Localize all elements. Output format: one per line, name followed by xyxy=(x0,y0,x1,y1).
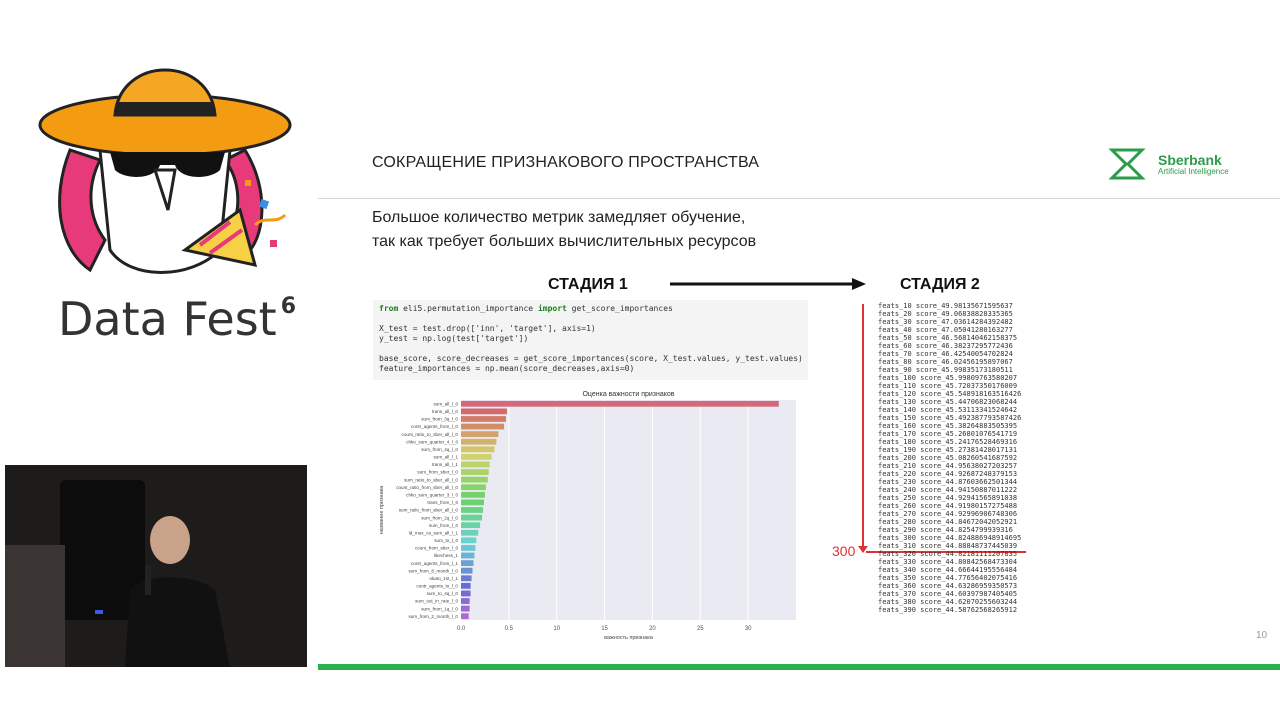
code-keyword-import: import xyxy=(537,304,567,313)
feats-list xyxy=(878,302,1021,614)
chart-y-axis-label: название признака xyxy=(379,485,385,535)
feats-row: feats_80 score_46.02456195897067 xyxy=(878,358,1013,366)
logo-confetti-2 xyxy=(270,240,277,247)
feats-row: feats_270 score_44.92996906748306 xyxy=(878,510,1018,518)
chart-bar xyxy=(461,477,488,483)
brand-edition: 6 xyxy=(280,294,297,319)
feats-row: feats_100 score_45.99809763580207 xyxy=(878,374,1018,382)
chart-bar xyxy=(461,469,489,475)
chart-x-tick-label: 10 xyxy=(553,626,561,632)
subtitle-line-2: так как требует больших вычислительных ресурсов xyxy=(372,233,757,250)
feats-row: feats_290 score_44.8254799939316 xyxy=(878,526,1013,534)
chart-bar xyxy=(461,537,476,543)
feats-row: feats_150 score_45.492387793587426 xyxy=(878,414,1022,422)
chart-bar xyxy=(461,575,472,581)
chart-y-tick-label: sum_ratio_to_sber_all_l_0 xyxy=(404,477,458,483)
feats-row: feats_250 score_44.92941565891038 xyxy=(878,494,1018,502)
stage-arrow-icon xyxy=(668,276,868,292)
feats-row: feats_180 score_45.24176528469316 xyxy=(878,438,1018,446)
slide-footer-bar xyxy=(318,664,1280,670)
chart-bar xyxy=(461,568,472,574)
chart-y-tick-label: count_ratio_to_sber_all_l_0 xyxy=(401,431,458,437)
chart-y-tick-label: contr_agents_from_l_0 xyxy=(411,424,458,430)
feats-row: feats_210 score_44.95638027203257 xyxy=(878,462,1018,470)
feats-row: feats_140 score_45.53113341524642 xyxy=(878,406,1018,414)
feats-row: feats_40 score_47.05041280163277 xyxy=(878,326,1013,334)
chart-bar xyxy=(461,431,498,437)
slide-subtitle xyxy=(372,206,756,254)
chart-y-tick-label: sum_from_8_month_l_0 xyxy=(408,568,458,574)
chart-x-tick-label: 30 xyxy=(744,626,752,632)
chart-bar xyxy=(461,408,507,414)
feats-row: feats_390 score_44.58762568265912 xyxy=(878,606,1018,614)
code-line-ytest: y_test = np.log(test['target']) xyxy=(379,334,529,343)
chart-y-tick-label: sum_to_l_0 xyxy=(434,538,458,544)
slide-title: СОКРАЩЕНИЕ ПРИЗНАКОВОГО ПРОСТРАНСТВА xyxy=(372,154,760,171)
chart-bar xyxy=(461,492,485,498)
feats-row: feats_310 score_44.88848737445039 xyxy=(878,542,1018,550)
chart-bar xyxy=(461,462,490,468)
chart-y-tick-label: sum_to_4q_l_0 xyxy=(426,591,458,597)
stage-2-score-list xyxy=(832,300,1058,635)
feats-row: feats_300 score_44.824886948914695 xyxy=(878,534,1022,542)
feats-row: feats_130 score_45.44706823068244 xyxy=(878,398,1018,406)
slide-divider xyxy=(318,198,1280,199)
chart-y-tick-label: chko_sum_quarter_4_l_0 xyxy=(406,439,458,445)
chart-bar xyxy=(461,500,484,506)
code-import-name: get_score_importances xyxy=(566,304,673,313)
feats-row: feats_30 score_47.03614284392482 xyxy=(878,318,1013,326)
feats-row: feats_350 score_44.77656402075416 xyxy=(878,574,1018,582)
sberbank-logo-subtitle: Artificial Intelligence xyxy=(1158,167,1229,176)
feats-row: feats_90 score_45.99835173180511 xyxy=(878,366,1013,374)
chart-bar xyxy=(461,446,495,452)
feats-row: feats_10 score_49.98135671595637 xyxy=(878,302,1013,310)
marker-vertical-line xyxy=(862,304,864,552)
feats-row: feats_60 score_46.38237295772436 xyxy=(878,342,1013,350)
chart-bar xyxy=(461,416,506,422)
chart-bar xyxy=(461,530,478,536)
code-line-import xyxy=(379,304,802,314)
feats-row: feats_330 score_44.80842568473304 xyxy=(878,558,1018,566)
brand-title xyxy=(58,292,296,346)
code-block xyxy=(373,300,808,380)
feats-row: feats_50 score_46.568140462158375 xyxy=(878,334,1018,342)
feats-row: feats_280 score_44.84672042052921 xyxy=(878,518,1018,526)
speaker-led xyxy=(95,610,103,614)
chart-y-tick-label: sum_from_2q_l_0 xyxy=(421,515,458,521)
feats-row: feats_160 score_45.38264883505395 xyxy=(878,422,1018,430)
chart-title: Оценка важности признаков xyxy=(582,391,675,398)
feats-row: feats_320 score_44.82181111207835 xyxy=(878,550,1018,558)
feats-row: feats_70 score_46.42540054702824 xyxy=(878,350,1013,358)
code-module: eli5.permutation_importance xyxy=(398,304,538,313)
chart-bar xyxy=(461,424,504,430)
chart-y-tick-label: trans_from_l_0 xyxy=(427,500,458,506)
code-keyword-from: from xyxy=(379,304,399,313)
chart-y-tick-label: okato_1st_l_1 xyxy=(429,575,458,581)
code-line-base-score: base_score, score_decreases = get_score_importances(score, X_test.values, y_test.values) xyxy=(379,354,803,363)
chart-bar xyxy=(461,507,483,513)
chart-y-tick-label: count_from_sber_l_0 xyxy=(414,545,458,551)
presenter-microphone xyxy=(145,565,151,595)
feats-row: feats_380 score_44.62070255603244 xyxy=(878,598,1018,606)
chart-y-tick-label: sum_from_4q_l_0 xyxy=(421,446,458,452)
chart-x-tick-label: 20 xyxy=(649,626,656,632)
chart-y-tick-label: sum_from_l_0 xyxy=(428,522,458,528)
presenter-body xyxy=(125,577,230,667)
feats-row: feats_220 score_44.92687248379153 xyxy=(878,470,1018,478)
chart-y-tick-label: contr_agents_to_l_0 xyxy=(416,583,458,589)
feats-row: feats_200 score_45.08260541687592 xyxy=(878,454,1018,462)
feats-row: feats_110 score_45.72037350176009 xyxy=(878,382,1018,390)
chart-y-tick-label: sum_from_3q_l_0 xyxy=(421,416,458,422)
chart-y-tick-label: likechess_1 xyxy=(433,553,458,559)
chart-bar xyxy=(461,598,470,604)
chart-x-tick-label: 0.5 xyxy=(504,626,514,632)
code-line-feature-importances: feature_importances = np.mean(score_decreases,axis=0) xyxy=(379,364,635,373)
webcam-video xyxy=(5,465,307,667)
chart-plot-area xyxy=(461,400,796,620)
chart-y-tick-label: sum_all_l_1 xyxy=(433,454,458,460)
chart-x-tick-label: 0.0 xyxy=(456,626,466,632)
chart-bar xyxy=(461,591,471,597)
chart-bar xyxy=(461,606,470,612)
datafest-sombrero-logo xyxy=(30,40,300,300)
stage-2-label: СТАДИЯ 2 xyxy=(900,276,980,293)
chart-y-tick-label: sum_from_1q_l_0 xyxy=(421,606,458,612)
chart-bar xyxy=(461,401,779,407)
chart-bar xyxy=(461,484,486,490)
presenter-head xyxy=(150,516,190,564)
subtitle-line-1: Большое количество метрик замедляет обучение, xyxy=(372,209,746,226)
chart-bar xyxy=(461,545,475,551)
logo-hair xyxy=(60,150,105,270)
feats-row: feats_260 score_44.91980157275488 xyxy=(878,502,1018,510)
feats-row: feats_370 score_44.60397987405405 xyxy=(878,590,1018,598)
chart-y-tick-label: chko_sum_quarter_3_l_0 xyxy=(406,492,458,498)
chart-bar xyxy=(461,560,473,566)
chart-y-tick-label: trans_all_l_0 xyxy=(431,409,458,415)
feats-row: feats_170 score_45.26801076541719 xyxy=(878,430,1018,438)
chart-bar xyxy=(461,613,469,619)
chart-bar xyxy=(461,439,496,445)
presentation-slide xyxy=(318,130,1280,670)
chart-bar xyxy=(461,583,471,589)
code-line-xtest: X_test = test.drop(['inn', 'target'], axis=1) xyxy=(379,324,596,333)
stage-1-label: СТАДИЯ 1 xyxy=(548,276,628,293)
chart-y-tick-label: contr_agents_from_l_1 xyxy=(411,560,458,566)
chart-y-tick-label: sum_out_in_rate_l_0 xyxy=(415,598,458,604)
feats-row: feats_360 score_44.63286959350573 xyxy=(878,582,1018,590)
feats-row: feats_240 score_44.94150887011222 xyxy=(878,486,1018,494)
feats-row: feats_190 score_45.27381428017131 xyxy=(878,446,1018,454)
chart-bar xyxy=(461,522,480,528)
feats-row: feats_120 score_45.548918163516426 xyxy=(878,390,1022,398)
page-number: 10 xyxy=(1256,630,1268,641)
feats-row: feats_340 score_44.66644195556484 xyxy=(878,566,1018,574)
audience-person xyxy=(5,545,65,667)
feature-importance-chart xyxy=(373,386,803,648)
chart-y-tick-label: sum_ratio_from_sber_all_l_0 xyxy=(398,507,458,513)
chart-x-axis-label: важность признака xyxy=(604,635,653,641)
chart-y-tick-label: count_ratio_from_sber_all_l_0 xyxy=(396,484,458,490)
logo-confetti-3 xyxy=(245,180,251,186)
chart-x-tick-label: 15 xyxy=(601,626,608,632)
logo-sombrero-band xyxy=(116,102,214,115)
chart-y-tick-label: sum_from_sber_l_0 xyxy=(417,469,458,475)
feats-row: feats_20 score_49.06838828335365 xyxy=(878,310,1013,318)
brand-name: Data Fest xyxy=(58,292,277,346)
chart-y-tick-label: sum_from_2_month_l_0 xyxy=(408,613,458,619)
chart-bar xyxy=(461,454,492,460)
chart-bar xyxy=(461,553,474,559)
marker-label: 300 xyxy=(832,543,856,559)
sberbank-logo-name: Sberbank xyxy=(1158,152,1222,168)
chart-y-tick-label: ld_max_ca_sum_all_l_1 xyxy=(408,530,458,536)
feats-row: feats_230 score_44.87603662501344 xyxy=(878,478,1018,486)
chart-bar xyxy=(461,515,482,521)
chart-y-tick-label: trans_all_l_1 xyxy=(431,462,458,468)
chart-x-tick-label: 25 xyxy=(696,626,704,632)
chart-y-tick-label: sum_all_l_0 xyxy=(433,401,458,407)
